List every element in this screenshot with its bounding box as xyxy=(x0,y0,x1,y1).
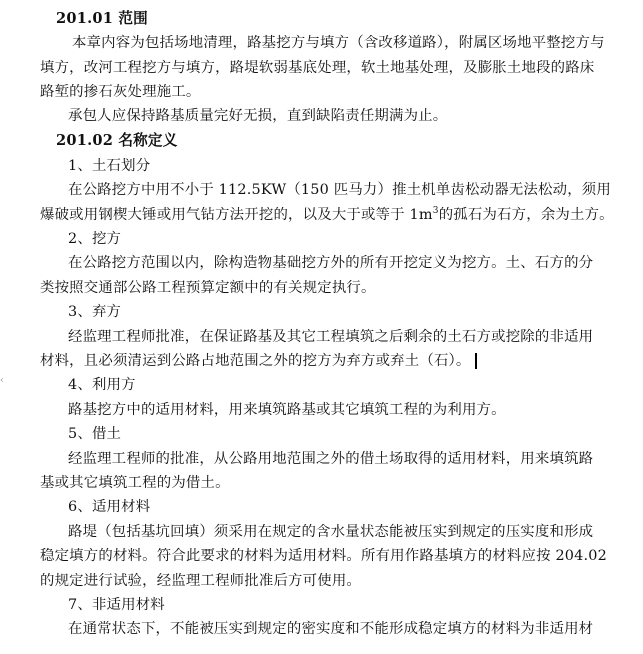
definition-line: 在公路挖方中用不小于 112.5KW（150 匹马力）推土机单齿松动器无法松动，须用 xyxy=(68,182,611,198)
definition-line xyxy=(40,206,614,224)
definition-line: 经监理工程师的批准，从公路用地范围之外的借土场取得的适用材料，用来填筑路 xyxy=(68,451,594,467)
definition-title-2: 2、挖方 xyxy=(68,231,122,247)
text-cursor[interactable] xyxy=(475,353,477,369)
definition-line: 基或其它填筑工程的为借土。 xyxy=(40,475,230,491)
definition-title-1: 1、土石划分 xyxy=(68,158,151,174)
paragraph-line: 本章内容为包括场地清理，路基挖方与填方（含改移道路），附属区场地平整挖方与 xyxy=(72,35,605,51)
definition-line: 的规定进行试验，经监理工程师批准后方可使用。 xyxy=(40,573,361,589)
definition-line: 稳定填方的材料。符合此要求的材料为适用材料。所有用作路基填方的材料应按 204.02 xyxy=(40,548,608,564)
definition-title-7: 7、非适用材料 xyxy=(68,597,165,613)
definition-title-4: 4、利用方 xyxy=(68,377,136,393)
definition-title-6: 6、适用材料 xyxy=(68,499,151,515)
definition-line: 经监理工程师批准，在保证路基及其它工程填筑之后剩余的土石方或挖除的非适用 xyxy=(68,329,594,345)
paragraph-line: 路堑的掺石灰处理施工。 xyxy=(40,84,201,100)
section-heading-201-01: 201.01 范围 xyxy=(56,10,148,27)
definition-line-text: 的孤石为石方，余为土方。 xyxy=(438,207,614,223)
definition-line: 在通常状态下，不能被压实到规定的密实度和不能形成稳定填方的材料为非适用材 xyxy=(68,621,594,637)
margin-mark: ‹ xyxy=(0,375,4,386)
definition-line: 路基挖方中的适用材料，用来填筑路基或其它填筑工程的为利用方。 xyxy=(68,402,506,418)
paragraph-line: 填方，改河工程挖方与填方，路堤软弱基底处理，软土地基处理，及膨胀土地段的路床 xyxy=(40,60,595,76)
definition-title-5: 5、借土 xyxy=(68,426,122,442)
definition-line-text: 爆破或用钢楔大锤或用气钻方法开挖的，以及大于或等于 1m xyxy=(40,207,433,223)
section-heading-201-02: 201.02 名称定义 xyxy=(56,132,178,149)
superscript-cubed: 3 xyxy=(432,206,439,217)
definition-title-3: 3、弃方 xyxy=(68,304,122,320)
definition-line: 在公路挖方范围以内，除构造物基础挖方外的所有开挖定义为挖方。土、石方的分 xyxy=(68,255,594,271)
paragraph-line: 承包人应保持路基质量完好无损，直到缺陷责任期满为止。 xyxy=(68,108,448,124)
definition-line: 类按照交通部公路工程预算定额中的有关规定执行。 xyxy=(40,280,376,296)
definition-line: 路堤（包括基坑回填）须采用在规定的含水量状态能被压实到规定的压实度和形成 xyxy=(68,524,594,540)
definition-line: 材料，且必须清运到公路占地范围之外的挖方为弃方或弃土（石）。 xyxy=(40,353,471,369)
